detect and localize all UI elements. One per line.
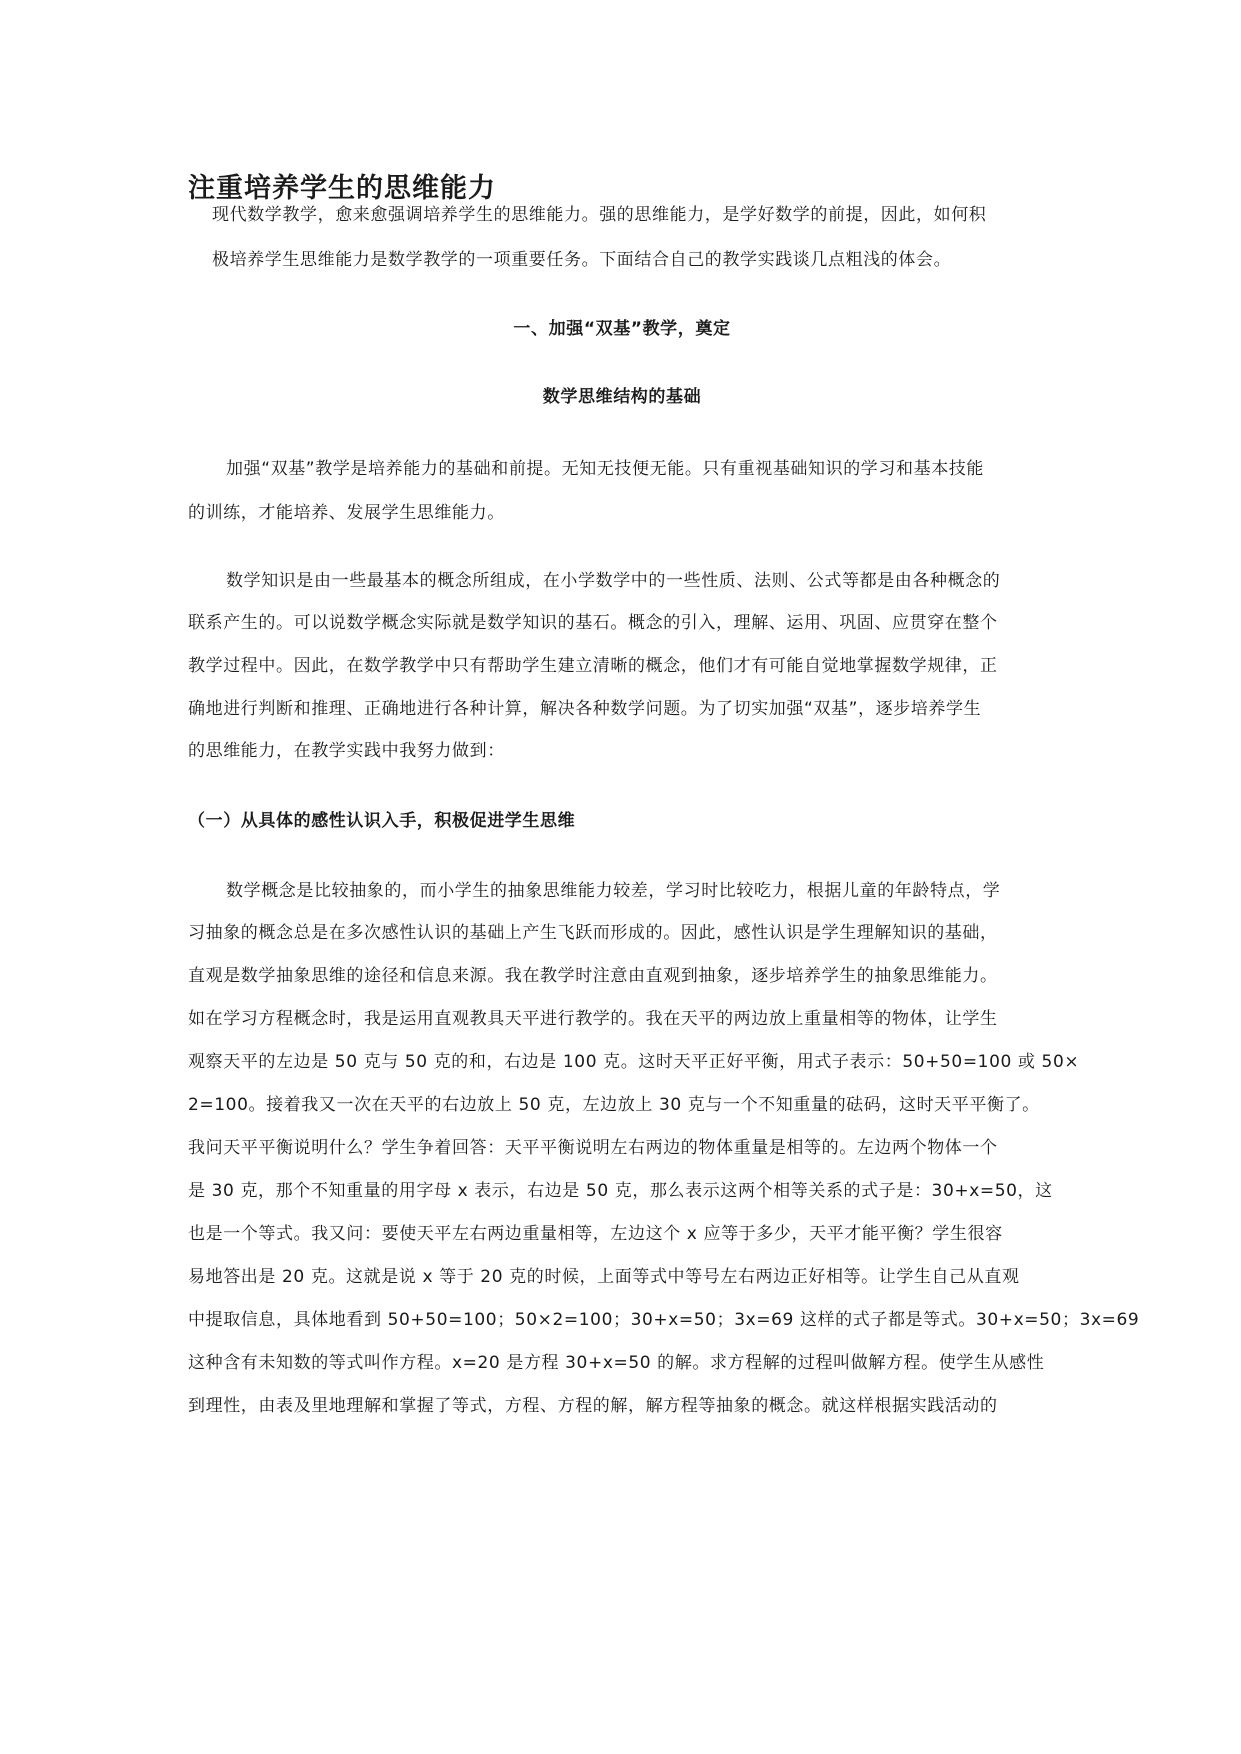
paragraph-line: 我问天平平衡说明什么？学生争着回答：天平平衡说明左右两边的物体重量是相等的。左边两个物体一个 xyxy=(188,1138,998,1158)
paragraph-line: 加强“双基”教学是培养能力的基础和前提。无知无技便无能。只有重视基础知识的学习和基本技能 xyxy=(226,459,985,479)
document-title: 注重培养学生的思维能力 xyxy=(188,173,496,204)
paragraph-line: 是 30 克，那个不知重量的用字母 x 表示，右边是 50 克，那么表示这两个相等关系的式子是：30+x=50，这 xyxy=(188,1181,1053,1201)
paragraph-line: 如在学习方程概念时，我是运用直观教具天平进行教学的。我在天平的两边放上重量相等的物体，让学生 xyxy=(188,1009,998,1029)
section-heading: 数学思维结构的基础 xyxy=(542,387,702,407)
paragraph-line: 联系产生的。可以说数学概念实际就是数学知识的基石。概念的引入，理解、运用、巩固、应贯穿在整个 xyxy=(188,613,998,633)
paragraph-line: 数学知识是由一些最基本的概念所组成，在小学数学中的一些性质、法则、公式等都是由各种概念的 xyxy=(226,571,1001,591)
paragraph-line: 也是一个等式。我又问：要使天平左右两边重量相等，左边这个 x 应等于多少，天平才能平衡？学生很容 xyxy=(188,1224,1003,1244)
intro-line: 现代数学教学，愈来愈强调培养学生的思维能力。强的思维能力，是学好数学的前提，因此，如何积 xyxy=(212,205,987,225)
paragraph-line: 观察天平的左边是 50 克与 50 克的和，右边是 100 克。这时天平正好平衡，用式子表示：50+50=100 或 50× xyxy=(188,1052,1080,1072)
paragraph-line: 教学过程中。因此，在数学教学中只有帮助学生建立清晰的概念，他们才有可能自觉地掌握数学规律，正 xyxy=(188,656,998,676)
paragraph-line: 直观是数学抽象思维的途径和信息来源。我在教学时注意由直观到抽象，逐步培养学生的抽象思维能力。 xyxy=(188,966,998,986)
paragraph-line: 的训练，才能培养、发展学生思维能力。 xyxy=(188,503,505,523)
paragraph-line: 这种含有未知数的等式叫作方程。x=20 是方程 30+x=50 的解。求方程解的过程叫做解方程。使学生从感性 xyxy=(188,1353,1045,1373)
subsection-heading: （一）从具体的感性认识入手，积极促进学生思维 xyxy=(188,811,576,831)
paragraph-line: 到理性，由表及里地理解和掌握了等式，方程、方程的解，解方程等抽象的概念。就这样根据实践活动的 xyxy=(188,1396,998,1416)
paragraph-line: 确地进行判断和推理、正确地进行各种计算，解决各种数学问题。为了切实加强“双基”，逐步培养学生 xyxy=(188,699,982,719)
intro-line: 极培养学生思维能力是数学教学的一项重要任务。下面结合自己的教学实践谈几点粗浅的体会。 xyxy=(212,250,952,270)
paragraph-line: 的思维能力，在教学实践中我努力做到： xyxy=(188,741,505,761)
paragraph-line: 2=100。接着我又一次在天平的右边放上 50 克，左边放上 30 克与一个不知重量的砝码，这时天平平衡了。 xyxy=(188,1095,1040,1115)
paragraph-line: 易地答出是 20 克。这就是说 x 等于 20 克的时候，上面等式中等号左右两边正好相等。让学生自己从直观 xyxy=(188,1267,1020,1287)
section-heading: 一、加强“双基”教学，奠定 xyxy=(513,319,731,339)
paragraph-line: 数学概念是比较抽象的，而小学生的抽象思维能力较差，学习时比较吃力，根据儿童的年龄特点，学 xyxy=(226,881,1001,901)
paragraph-line: 中提取信息，具体地看到 50+50=100；50×2=100；30+x=50；3x=69 这样的式子都是等式。30+x=50；3x=69 xyxy=(188,1310,1140,1330)
paragraph-line: 习抽象的概念总是在多次感性认识的基础上产生飞跃而形成的。因此，感性认识是学生理解知识的基础， xyxy=(188,923,998,943)
